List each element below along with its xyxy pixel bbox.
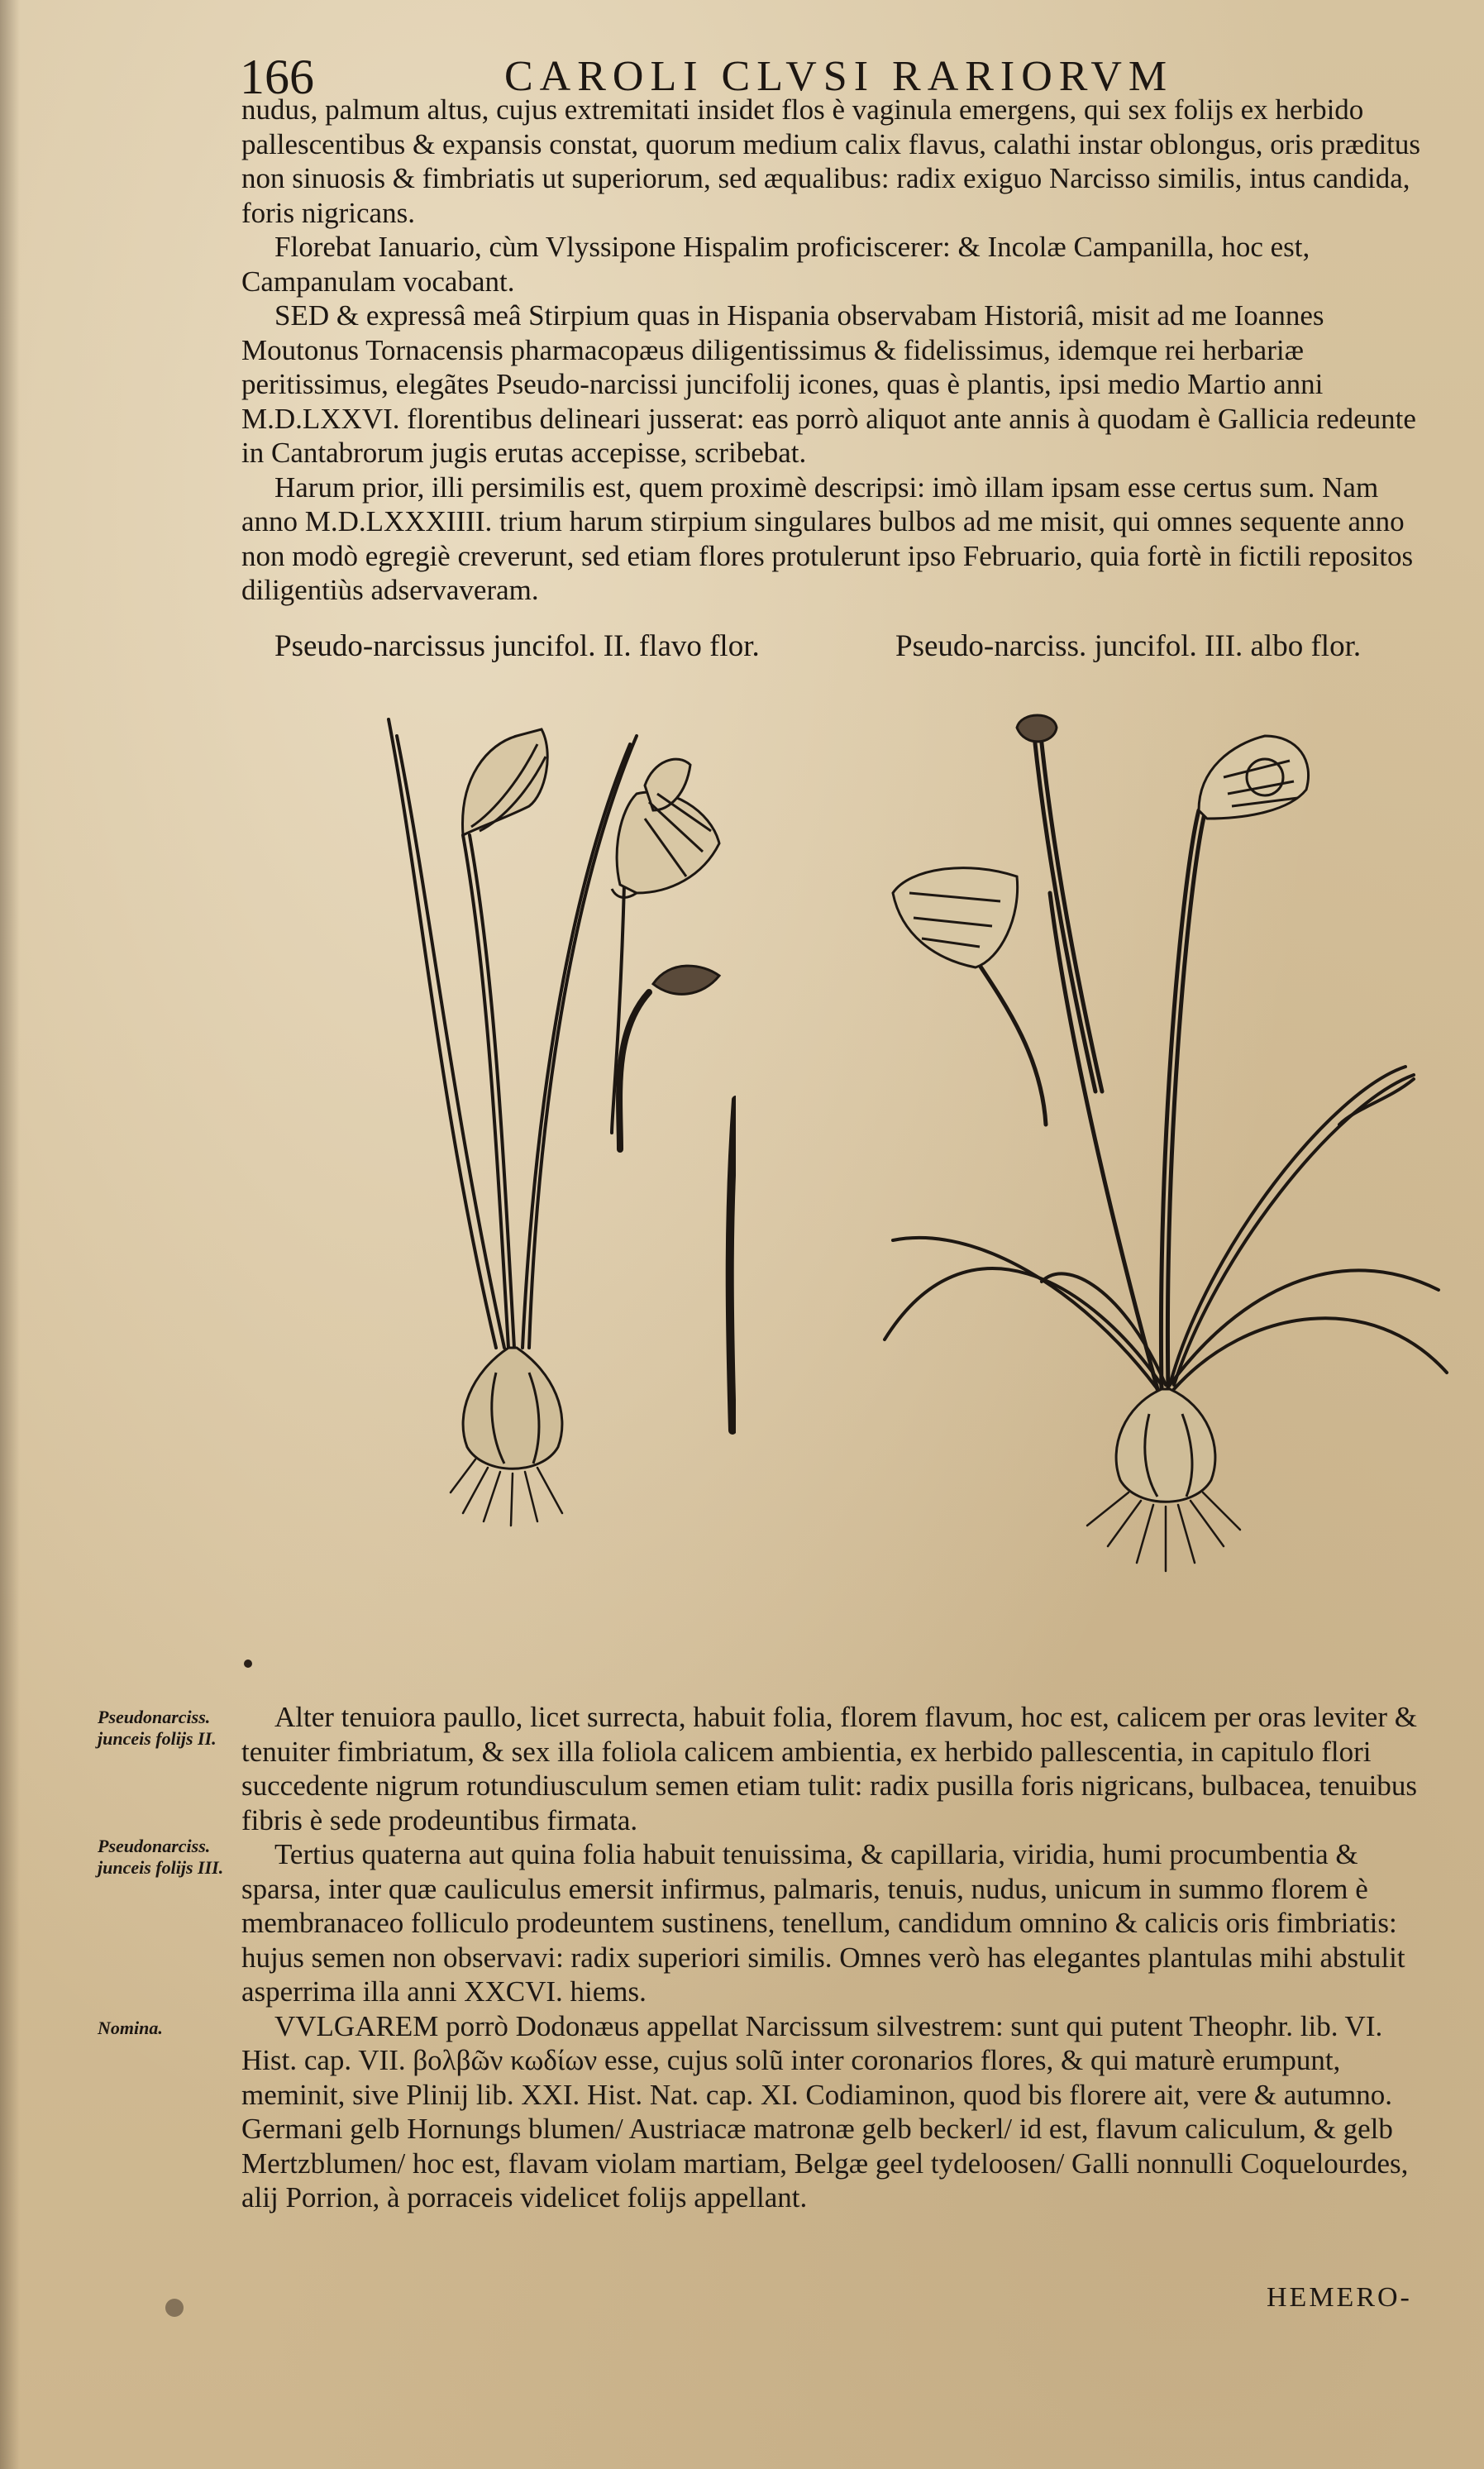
page-gutter-shadow — [0, 0, 20, 2469]
text-block-bottom — [241, 1700, 1440, 2215]
figure-caption-left: Pseudo-narcissus juncifol. II. flavo flor. — [274, 629, 760, 663]
page-number: 166 — [240, 50, 314, 104]
running-head: CAROLI CLVSI RARIORVM — [504, 53, 1174, 100]
ink-spot — [165, 2299, 184, 2317]
paragraph: Tertius quaterna aut quina folia habuit tenuissima, & capillaria, viridia, humi procumbentia & sparsa, inter quæ cauliculus emersit infirmus, palmaris, tenuis, nudus, unicum in summo florem è membranaceo folliculo prodeuntem sustinens, tenellum, candidum omnino & calicis oris fimbriatis: hujus semen non observavi: radix superiori similis. Omnes verò has elegantes plantulas mihi abstulit asperrima illa anni XXCVI. hiems. — [241, 1838, 1405, 2008]
margin-note: Nomina. — [98, 2018, 163, 2038]
woodcut-pseudo-narcissus-III — [876, 711, 1455, 1579]
paragraph: Harum prior, illi persimilis est, quem proximè descripsi: imò illam ipsam esse certus sum. Nam anno M.D.LXXXIIII. trium harum stirpium singulares bulbos ad me misit, qui omnes sequente anno non modò egregiè creverunt, sed etiam flores protulerunt ipso Februario, quia fortè in fictili repositos diligentiùs adservaveram. — [241, 470, 1414, 606]
paragraph: VVLGAREM porrò Dodonæus appellat Narcissum silvestrem: sunt qui putent Theophr. lib. VI. Hist. cap. VII. βολβῶν κωδίων esse, cujus solũ inter coronarios flores, & qui maturè erumpunt, meminit, sive Plinij lib. XXI. Hist. Nat. cap. XI. Codiaminon, quod bis florere ait, vere & autumno. Germani gelb Hornungs blumen/ Austriacæ matronæ gelb beckerl/ id est, flavum caliculum, & gelb Mertzblumen/ hoc est, flavam violam martiam, Belgæ geel tydeloosen/ Galli nonnulli Coquelourdes, alij Porrion, à porraceis videlicet folijs appellant. — [241, 2009, 1409, 2214]
catchword: HEMERO- — [1267, 2282, 1412, 2313]
paragraph: Alter tenuiora paullo, licet surrecta, habuit folia, florem flavum, hoc est, calicem per oras leviter & tenuiter fimbriatum, & sex illa foliola calicem ambientia, ex herbido pallescentia, in capitulo flori succedente nigrum rotundiusculum semen etiam tulit: radix pusilla foris nigricans, bulbacea, tenuibus fibris è sede prodeuntibus firmata. — [241, 1701, 1418, 1836]
ink-spot — [244, 1660, 252, 1668]
margin-note: Pseudonarciss. junceis folijs II. — [98, 1707, 217, 1749]
margin-note: Pseudonarciss. junceis folijs III. — [98, 1836, 224, 1878]
paragraph: SED & expressâ meâ Stirpium quas in Hispania observabam Historiâ, misit ad me Ioannes Moutonus Tornacensis pharmacopæus diligentissimus & fidelissimus, idemque rei herbariæ peritissimus, elegãtes Pseudo-narcissi juncifolij icones, quas è plantis, ipsi medio Martio anni M.D.LXXVI. florentibus delineari jusserat: eas porrò aliquot ante annis à quodam è Gallicia redeunte in Cantabrorum jugis erutas accepisse, scribebat. — [241, 299, 1416, 469]
woodcut-pseudo-narcissus-II — [372, 686, 736, 1530]
text-block-top — [241, 93, 1440, 608]
paragraph: Florebat Ianuario, cùm Vlyssipone Hispalim proficiscerer: & Incolæ Campanilla, hoc est, Campanulam vocabant. — [241, 231, 1310, 298]
figure-caption-right: Pseudo-narciss. juncifol. III. albo flor. — [895, 629, 1362, 663]
paragraph: nudus, palmum altus, cujus extremitati insidet flos è vaginula emergens, qui sex folijs ex herbido pallescentibus & expansis constat, quorum medium calix flavus, calathi instar oblongus, oris præditus non sinuosis & fimbriatis ut superiorum, sed æqualibus: radix exiguo Narcisso similis, intus candida, foris nigricans. — [241, 93, 1421, 229]
